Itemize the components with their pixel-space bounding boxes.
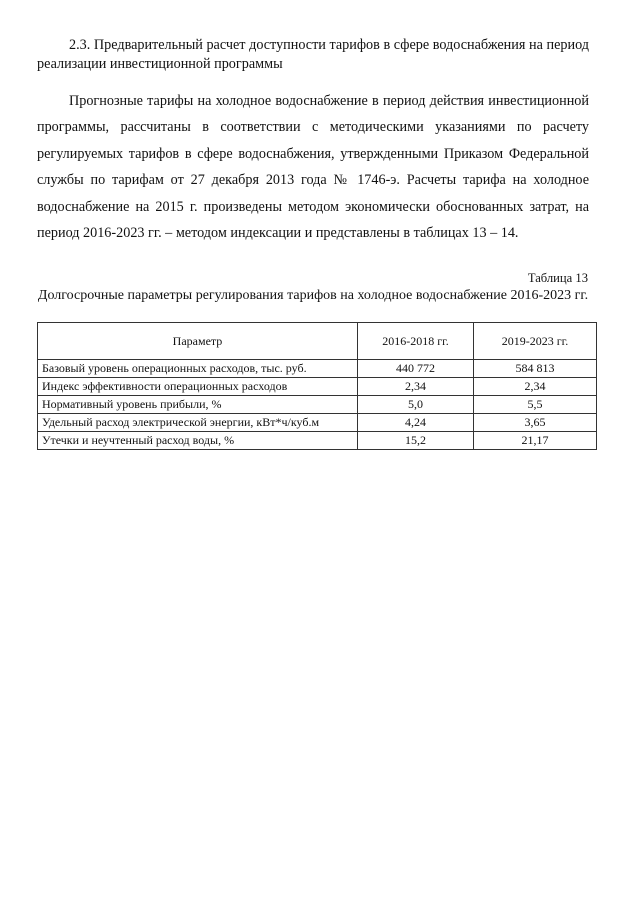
row-value-2016-2018: 4,24: [358, 414, 474, 432]
row-value-2016-2018: 2,34: [358, 378, 474, 396]
row-value-2019-2023: 5,5: [474, 396, 597, 414]
table-row: [38, 432, 597, 450]
header-period-2019-2023: 2019-2023 гг.: [474, 323, 597, 360]
row-parameter: Утечки и неучтенный расход воды, %: [38, 432, 358, 450]
table-title: Долгосрочные параметры регулирования тарифов на холодное водоснабжение 2016-2023 гг.: [37, 288, 589, 303]
row-value-2019-2023: 2,34: [474, 378, 597, 396]
header-period-2016-2018: 2016-2018 гг.: [358, 323, 474, 360]
table-row: [38, 414, 597, 432]
section-heading: 2.3. Предварительный расчет доступности тарифов в сфере водоснабжения на период реализации инвестиционной программы: [37, 37, 589, 72]
row-parameter: Нормативный уровень прибыли, %: [38, 396, 358, 414]
table-row: [38, 360, 597, 378]
row-value-2016-2018: 440 772: [358, 360, 474, 378]
row-value-2019-2023: 584 813: [474, 360, 597, 378]
row-parameter: Базовый уровень операционных расходов, тыс. руб.: [38, 360, 358, 378]
table-header-row: [38, 323, 597, 360]
table-row: [38, 396, 597, 414]
table-number: Таблица 13: [527, 271, 588, 285]
row-value-2019-2023: 21,17: [474, 432, 597, 450]
row-value-2016-2018: 15,2: [358, 432, 474, 450]
row-value-2016-2018: 5,0: [358, 396, 474, 414]
table-row: [38, 378, 597, 396]
row-value-2019-2023: 3,65: [474, 414, 597, 432]
header-parameter: Параметр: [38, 323, 358, 360]
parameters-table: [37, 322, 597, 450]
body-paragraph: Прогнозные тарифы на холодное водоснабжение в период действия инвестиционной программы, рассчитаны в соответствии с методическими указаниями по расчету регулируемых тарифов в сфере водоснабжения, утвержденными Приказом Федеральной службы по тарифам от 27 декабря 2013 года № 1746-э. Расчеты тарифа на холодное водоснабжение на 2015 г. произведены методом экономически обоснованных затрат, на период 2016-2023 гг. – методом индексации и представлены в таблицах 13 – 14.: [37, 93, 589, 242]
row-parameter: Удельный расход электрической энергии, кВт*ч/куб.м: [38, 414, 358, 432]
row-parameter: Индекс эффективности операционных расходов: [38, 378, 358, 396]
